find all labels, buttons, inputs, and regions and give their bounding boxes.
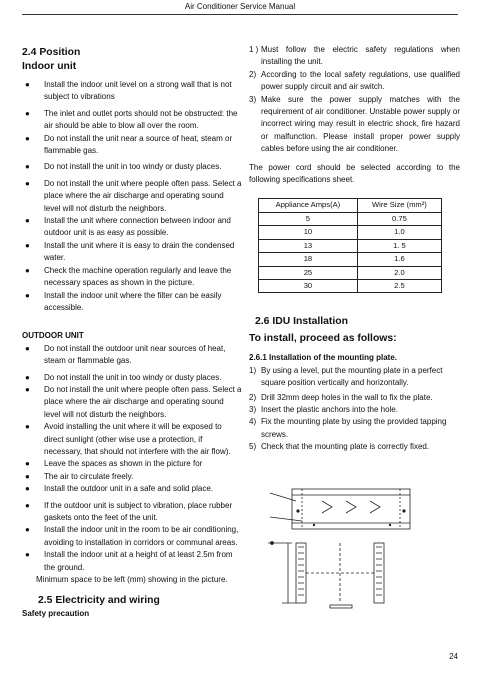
right-column: [249, 44, 460, 454]
list-item: ● Install the indoor unit at a height of at least 2.5m from the ground.: [25, 550, 233, 572]
bullet-icon: ●: [25, 108, 30, 118]
list-item: ● The inlet and outlet ports should not be obstructed: the air should be able to blow all over the room.: [25, 108, 238, 131]
outdoor-list: [22, 343, 242, 574]
bullet-icon: ●: [25, 80, 30, 89]
bullet-icon: ●: [25, 133, 30, 143]
table-row: 5 0.75: [259, 212, 442, 225]
outdoor-unit-heading: OUTDOOR UNIT: [22, 331, 84, 341]
power-cord-note: The power cord should be selected according to the following specifications sheet.: [249, 162, 460, 185]
min-space-note: Minimum space to be left (mm) showing in the picture.: [36, 575, 228, 585]
list-item: 1) By using a level, put the mounting plate in a perfect square position vertically and horizontally.: [249, 365, 443, 388]
list-item: ● Install the indoor unit in the room to be air conditioning, avoiding to installation in corridors or communal areas.: [25, 525, 239, 547]
proceed-heading: To install, proceed as follows:: [249, 333, 397, 345]
table-row: 30 2.5: [259, 279, 442, 292]
bullet-icon: ●: [25, 422, 30, 432]
bullet-icon: ●: [25, 471, 30, 481]
list-item: ● Do not install the unit where people often pass. Select a place where the air discharge and operating sound level will not disturb the neighbors.: [25, 178, 242, 213]
list-item: ● Install the outdoor unit in a safe and solid place.: [22, 483, 242, 495]
wire-size-table: [258, 198, 442, 293]
bullet-icon: ●: [25, 525, 30, 535]
bullet-icon: ●: [25, 384, 30, 394]
bullet-icon: ●: [25, 265, 30, 275]
table-row: 10 1.0: [259, 226, 442, 239]
list-item: ● Install the indoor unit where the filter can be easily accessible.: [25, 290, 222, 312]
bullet-icon: ●: [25, 162, 30, 172]
list-item: 1 ) Must follow the electric safety regulations when installing the unit.: [249, 45, 460, 67]
bullet-icon: ●: [25, 500, 30, 510]
list-item: ● Avoid installing the unit where it will be exposed to direct sunlight (other wise use a protection, if necessary, that should not interfere with the air flow).: [25, 422, 231, 456]
list-item: 2) According to the local safety regulations, use qualified power supply circuit and air switch.: [249, 69, 460, 92]
bullet-icon: ●: [25, 178, 30, 188]
table-header: Appliance Amps(A): [259, 199, 358, 212]
bullet-icon: ●: [25, 459, 30, 469]
list-item: ● Do not install the unit in too windy or dusty places.: [22, 372, 242, 384]
left-column: [22, 46, 242, 621]
list-item: ● Do not install the unit where people often pass. Select a place where the air discharge and operating sound level will not disturb the neighbors.: [25, 384, 242, 419]
list-item: ● If the outdoor unit is subject to vibration, place rubber gaskets onto the feet of the unit.: [25, 500, 233, 522]
list-item: 3) Make sure the power supply matches with the requirement of air conditioner. Unstable power supply or incorrect wiring may result in electric shock, fire hazard or malfunction. Please install proper power supply cables before using the air conditioner.: [249, 94, 460, 154]
indoor-list: [22, 79, 242, 314]
list-item: ● Check the machine operation regularly and leave the necessary spaces as shown in the picture.: [25, 265, 232, 288]
page-header: Air Conditioner Service Manual: [184, 2, 296, 11]
bullet-icon: ●: [25, 343, 30, 353]
page-number: 24: [449, 652, 458, 661]
section-electricity-heading: 2.5 Electricity and wiring: [38, 595, 160, 607]
bullet-icon: ●: [25, 372, 30, 382]
list-item: 5) Check that the mounting plate is correctly fixed.: [249, 442, 430, 452]
bullet-icon: ●: [25, 240, 30, 250]
list-item: ● Do not install the unit in too windy or dusty places.: [22, 161, 242, 173]
table-row: 13 1. 5: [259, 239, 442, 252]
list-item: ● Do not install the outdoor unit near sources of heat, steam or flammable gas.: [25, 343, 226, 366]
table-header: Wire Size (mm²): [357, 199, 441, 212]
list-item: ● Do not install the unit near a source of heat, steam or flammable gas.: [25, 133, 233, 156]
table-header-row: [259, 199, 442, 212]
section-position-heading: 2.4 Position: [22, 47, 81, 58]
table-row: 25 2.0: [259, 266, 442, 279]
list-item: ● Install the unit where it is easy to drain the condensed water.: [25, 240, 235, 263]
list-item: ● Install the unit where connection between indoor and outdoor unit is as easy as possible.: [25, 216, 231, 238]
list-item: ● The air to circulate freely.: [22, 471, 242, 483]
list-item: ● Leave the spaces as shown in the picture for: [22, 458, 242, 470]
section-idu-heading: 2.6 IDU Installation: [255, 316, 348, 328]
list-item: 4) Fix the mounting plate by using the provided tapping screws.: [249, 417, 447, 439]
list-item: ● Install the indoor unit level on a strong wall that is not subject to vibrations: [25, 80, 232, 102]
indoor-unit-heading: Indoor unit: [22, 61, 77, 72]
bullet-icon: ●: [25, 290, 30, 300]
bullet-icon: ●: [25, 216, 30, 226]
list-item: 2) Drill 32mm deep holes in the wall to fix the plate.: [249, 392, 433, 402]
bullet-icon: ●: [25, 484, 30, 494]
list-item: 3) Insert the plastic anchors into the hole.: [249, 404, 398, 414]
mounting-plate-heading: 2.6.1 Installation of the mounting plate.: [249, 353, 398, 363]
mounting-plate-illustration: [262, 487, 422, 616]
table-row: 18 1.6: [259, 253, 442, 266]
bullet-icon: ●: [25, 550, 30, 560]
header-rule: [22, 14, 458, 15]
safety-precaution-heading: Safety precaution: [22, 609, 90, 619]
